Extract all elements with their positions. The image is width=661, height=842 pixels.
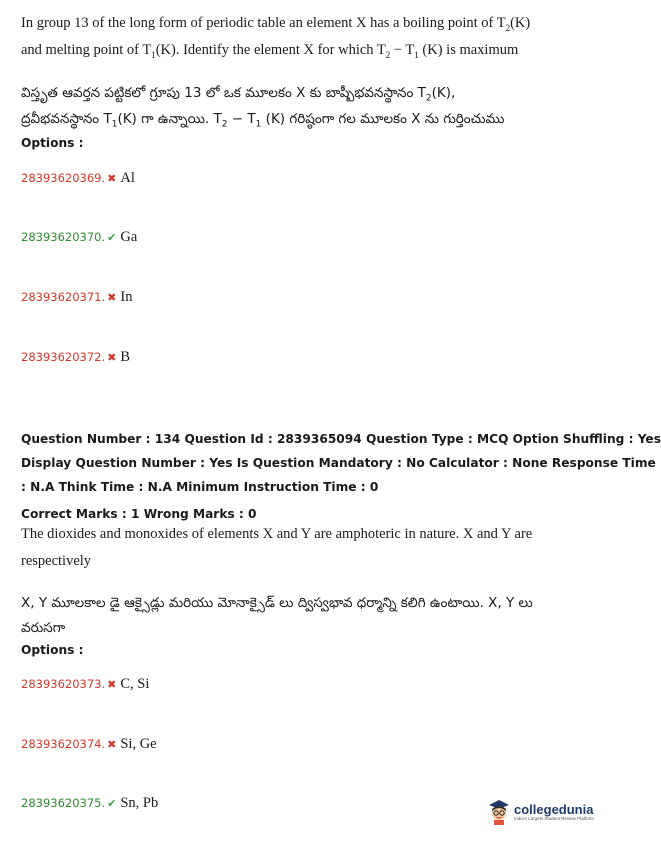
student-mascot-icon xyxy=(487,798,511,826)
q1-te-l2-a: ద్రవీభవనస్థానం T xyxy=(21,111,112,127)
q1-english-line-1 xyxy=(21,14,530,37)
q1-te-l1-a: విస్తృత ఆవర్తన పట్టికలో గ్రూపు 13 లో ఒక మూలకం X కు బాష్పీభవనస్థానం T xyxy=(21,85,426,101)
option-id: 28393620375. xyxy=(21,796,106,810)
q1-option-1[interactable] xyxy=(21,170,135,187)
option-id: 28393620374. xyxy=(21,737,106,751)
wrong-cross-icon: ✖ xyxy=(107,172,117,185)
correct-check-icon: ✔ xyxy=(107,797,117,810)
q1-te-l2-sub1: 1 xyxy=(111,119,118,130)
q1-en-l1-end: (K) xyxy=(510,15,531,31)
option-value: In xyxy=(120,289,133,305)
q2-english-line-1: The dioxides and monoxides of elements X and Y are amphoteric in nature. X and Y are xyxy=(21,526,533,542)
q2-option-1[interactable] xyxy=(21,676,149,693)
q1-en-l1-sub: 2 xyxy=(505,22,511,33)
q1-te-l2-d: (K) గరిష్ఠంగా గల మూలకం X ను గుర్తించుము xyxy=(261,111,505,127)
option-id: 28393620372. xyxy=(21,350,106,364)
q1-te-l1-b: (K), xyxy=(431,85,456,101)
option-value: Ga xyxy=(120,229,138,245)
option-value: Al xyxy=(120,170,135,186)
q2-options-label: Options : xyxy=(21,643,84,657)
q1-te-l2-c: − T xyxy=(227,111,256,127)
logo-text xyxy=(514,803,594,822)
q2-telugu-line-1: X, Y మూలకాల డై ఆక్సైడ్లు మరియు మోనాక్సైడ్ లు ద్విస్వభావ ధర్మాన్ని కలిగి ఉంటాయి. X, Y లు xyxy=(21,595,533,611)
q1-english-line-2 xyxy=(21,41,518,64)
q1-option-4[interactable] xyxy=(21,349,130,366)
wrong-cross-icon: ✖ xyxy=(107,678,117,691)
q1-en-l2-c: − T xyxy=(390,42,415,58)
option-id: 28393620371. xyxy=(21,290,106,304)
q1-options-label: Options : xyxy=(21,136,84,150)
wrong-cross-icon: ✖ xyxy=(107,291,117,304)
q2-meta-line-2: Display Question Number : Yes Is Question Mandatory : No Calculator : None Response Time xyxy=(21,456,656,470)
q2-marks: Correct Marks : 1 Wrong Marks : 0 xyxy=(21,507,257,521)
q1-en-l2-sub1: 1 xyxy=(151,49,156,60)
option-value: Si, Ge xyxy=(120,736,157,752)
q1-te-l2-sub2: 2 xyxy=(221,119,228,130)
wrong-cross-icon: ✖ xyxy=(107,738,117,751)
q2-english-line-2: respectively xyxy=(21,553,92,569)
q1-en-l1-text: In group 13 of the long form of periodic table an element X has a boiling point of T xyxy=(21,15,506,31)
q1-en-l2-d: (K) is maximum xyxy=(418,42,519,58)
q2-meta-line-1: Question Number : 134 Question Id : 2839365094 Question Type : MCQ Option Shuffling : Yes xyxy=(21,432,661,446)
q2-option-2[interactable] xyxy=(21,736,157,753)
collegedunia-logo[interactable] xyxy=(487,798,594,826)
wrong-cross-icon: ✖ xyxy=(107,351,117,364)
option-value: B xyxy=(120,349,131,365)
q1-option-2[interactable] xyxy=(21,229,137,246)
option-id: 28393620370. xyxy=(21,230,106,244)
q2-telugu-line-2: వరుసగా xyxy=(21,620,66,636)
q1-option-3[interactable] xyxy=(21,289,132,306)
option-value: C, Si xyxy=(120,676,150,692)
q1-telugu-line-2 xyxy=(21,110,504,134)
q1-te-l2-b: (K) గా ఉన్నాయి. T xyxy=(117,111,222,127)
q2-meta-line-3: : N.A Think Time : N.A Minimum Instruction Time : 0 xyxy=(21,480,379,494)
q1-en-l2-b: (K). Identify the element X for which T xyxy=(155,42,386,58)
option-id: 28393620369. xyxy=(21,171,106,185)
option-id: 28393620373. xyxy=(21,677,106,691)
logo-tagline: India's Largest Student Review Platform xyxy=(514,815,594,821)
q1-te-l2-sub3: 1 xyxy=(255,119,262,130)
option-value: Sn, Pb xyxy=(120,795,159,811)
q1-en-l2-sub3: 1 xyxy=(414,49,419,60)
correct-check-icon: ✔ xyxy=(107,231,117,244)
q1-en-l2-sub2: 2 xyxy=(385,49,391,60)
q1-te-l1-sub: 2 xyxy=(425,93,432,104)
logo-name: collegedunia xyxy=(514,801,594,817)
q1-en-l2-a: and melting point of T xyxy=(21,42,152,58)
q2-option-3[interactable] xyxy=(21,795,158,812)
q1-telugu-line-1 xyxy=(21,84,455,108)
